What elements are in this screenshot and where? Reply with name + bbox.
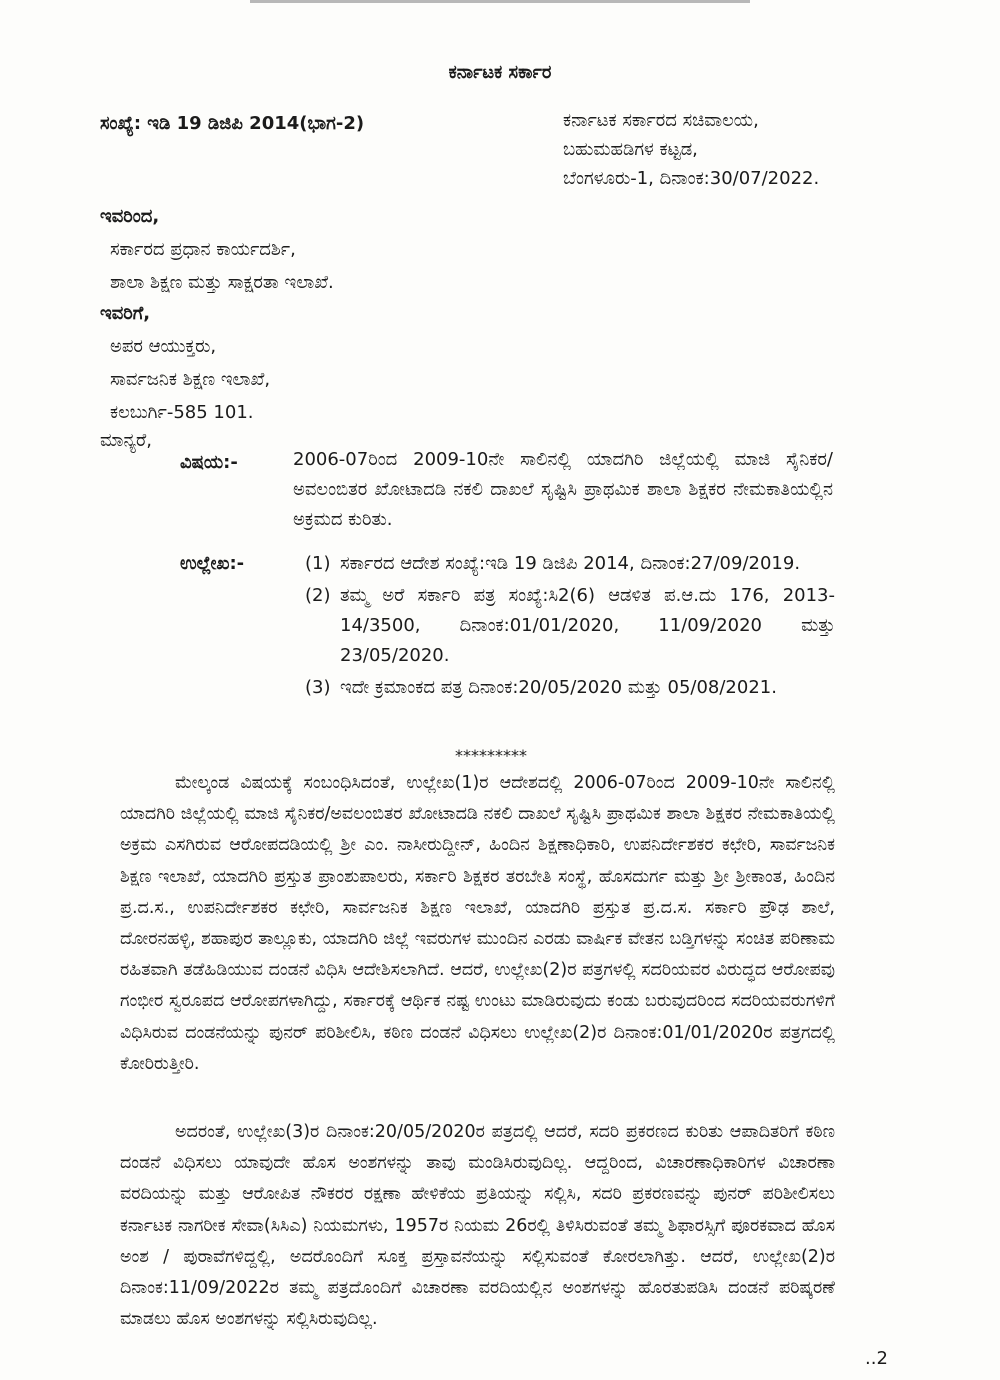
page-continuation: ..2 (865, 1348, 888, 1369)
reference-item (305, 673, 835, 703)
from-line: ಶಾಲಾ ಶಿಕ್ಷಣ ಮತ್ತು ಸಾಕ್ಷರತಾ ಇಲಾಖೆ. (110, 272, 334, 293)
references-label: ಉಲ್ಲೇಖ:- (180, 553, 245, 574)
sender-address-line: ಬಹುಮಹಡಿಗಳ ಕಟ್ಟಡ, (563, 139, 698, 160)
to-label: ಇವರಿಗೆ, (100, 303, 151, 324)
body-paragraph-2: ಅದರಂತೆ, ಉಲ್ಲೇಖ(3)ರ ದಿನಾಂಕ:20/05/2020ರ ಪತ್ರದಲ್ಲಿ ಆದರೆ, ಸದರಿ ಪ್ರಕರಣದ ಕುರಿತು ಆಪಾದಿತರಿಗೆ ಕಠಿಣ ದಂಡನೆ ವಿಧಿಸಲು ಯಾವುದೇ ಹೊಸ ಅಂಶಗಳನ್ನು ತಾವು ಮಂಡಿಸಿರುವುದಿಲ್ಲ. ಆದ್ದರಿಂದ, ವಿಚಾರಣಾಧಿಕಾರಿಗಳ ವಿಚಾರಣಾ ವರದಿಯನ್ನು ಮತ್ತು ಆರೋಪಿತ ನೌಕರರ ರಕ್ಷಣಾ ಹೇಳಿಕೆಯ ಪ್ರತಿಯನ್ನು ಸಲ್ಲಿಸಿ, ಸದರಿ ಪ್ರಕರಣವನ್ನು ಪುನರ್ ಪರಿಶೀಲಿಸಲು ಕರ್ನಾಟಕ ನಾಗರೀಕ ಸೇವಾ(ಸಿಸಿಎ) ನಿಯಮಗಳು, 1957ರ ನಿಯಮ 26ರಲ್ಲಿ ತಿಳಿಸಿರುವಂತೆ ತಮ್ಮ ಶಿಫಾರಸ್ಸಿಗೆ ಪೂರಕವಾದ ಹೊಸ ಅಂಶ / ಪುರಾವೆಗಳಿದ್ದಲ್ಲಿ, ಅದರೊಂದಿಗೆ ಸೂಕ್ತ ಪ್ರಸ್ತಾವನೆಯನ್ನು ಸಲ್ಲಿಸುವಂತೆ ಕೋರಲಾಗಿತ್ತು. ಆದರೆ, ಉಲ್ಲೇಖ(2)ರ ದಿನಾಂಕ:11/09/2022ರ ತಮ್ಮ ಪತ್ರದೊಂದಿಗೆ ವಿಚಾರಣಾ ವರದಿಯಲ್ಲಿನ ಅಂಶಗಳನ್ನು ಹೊರತುಪಡಿಸಿ ದಂಡನೆ ಪರಿಷ್ಕರಣೆ ಮಾಡಲು ಹೊಸ ಅಂಶಗಳನ್ನು ಸಲ್ಲಿಸಿರುವುದಿಲ್ಲ. (120, 1122, 835, 1330)
reference-text: ಇದೇ ಕ್ರಮಾಂಕದ ಪತ್ರ ದಿನಾಂಕ:20/05/2020 ಮತ್ತು 05/08/2021. (340, 677, 777, 698)
scan-edge-line (250, 0, 750, 3)
salutation: ಮಾನ್ಯರೆ, (100, 430, 152, 451)
reference-number: (3) (305, 677, 331, 698)
subject-label: ವಿಷಯ:- (180, 452, 238, 473)
separator-stars: ********* (455, 746, 527, 765)
reference-text: ತಮ್ಮ ಅರೆ ಸರ್ಕಾರಿ ಪತ್ರ ಸಂಖ್ಯೆ:ಸಿ2(6) ಆಡಳಿತ ಪ.ಆ.ದು 176, 2013-14/3500, ದಿನಾಂಕ:01/01/2020, 11/09/2020 ಮತ್ತು 23/05/2020. (340, 585, 835, 666)
reference-text: ಸರ್ಕಾರದ ಆದೇಶ ಸಂಖ್ಯೆ:ಇಡಿ 19 ಡಿಜಿಪಿ 2014, ದಿನಾಂಕ:27/09/2019. (340, 553, 801, 574)
references-list (305, 549, 835, 705)
sender-address (563, 106, 819, 193)
to-line: ಕಲಬುರ್ಗಿ-585 101. (110, 402, 254, 423)
from-block (100, 200, 334, 299)
sender-address-line: ಕರ್ನಾಟಕ ಸರ್ಕಾರದ ಸಚಿವಾಲಯ, (563, 110, 759, 131)
to-line: ಅಪರ ಆಯುಕ್ತರು, (110, 336, 217, 357)
subject-text: 2006-07ರಿಂದ 2009-10ನೇ ಸಾಲಿನಲ್ಲಿ ಯಾದಗಿರಿ ಜಿಲ್ಲೆಯಲ್ಲಿ ಮಾಜಿ ಸೈನಿಕರ/ಅವಲಂಬಿತರ ಖೋಟಾದಡಿ ನಕಲಿ ದಾಖಲೆ ಸೃಷ್ಟಿಸಿ ಪ್ರಾಥಮಿಕ ಶಾಲಾ ಶಿಕ್ಷಕರ ನೇಮಕಾತಿಯಲ್ಲಿನ ಅಕ್ರಮದ ಕುರಿತು. (293, 449, 833, 530)
reference-item (305, 549, 835, 579)
document-heading: ಕರ್ನಾಟಕ ಸರ್ಕಾರ (448, 62, 552, 83)
from-line: ಸರ್ಕಾರದ ಪ್ರಧಾನ ಕಾರ್ಯದರ್ಶಿ, (110, 239, 296, 260)
order-number: ಸಂಖ್ಯೆ: ಇಡಿ 19 ಡಿಜಿಪಿ 2014(ಭಾಗ-2) (100, 113, 365, 134)
to-line: ಸಾರ್ವಜನಿಕ ಶಿಕ್ಷಣ ಇಲಾಖೆ, (110, 369, 271, 390)
to-block (100, 297, 270, 429)
reference-item (305, 581, 835, 671)
body-paragraph-1: ಮೇಲ್ಕಂಡ ವಿಷಯಕ್ಕೆ ಸಂಬಂಧಿಸಿದಂತೆ, ಉಲ್ಲೇಖ(1)ರ ಆದೇಶದಲ್ಲಿ 2006-07ರಿಂದ 2009-10ನೇ ಸಾಲಿನಲ್ಲಿ ಯಾದಗಿರಿ ಜಿಲ್ಲೆಯಲ್ಲಿ ಮಾಜಿ ಸೈನಿಕರ/ಅವಲಂಬಿತರ ಖೋಟಾದಡಿ ನಕಲಿ ದಾಖಲೆ ಸೃಷ್ಟಿಸಿ ಪ್ರಾಥಮಿಕ ಶಾಲಾ ಶಿಕ್ಷಕರ ನೇಮಕಾತಿಯಲ್ಲಿ ಅಕ್ರಮ ಎಸಗಿರುವ ಆರೋಪದಡಿಯಲ್ಲಿ ಶ್ರೀ ಎಂ. ನಾಸೀರುದ್ದೀನ್, ಹಿಂದಿನ ಶಿಕ್ಷಣಾಧಿಕಾರಿ, ಉಪನಿರ್ದೇಶಕರ ಕಛೇರಿ, ಸಾರ್ವಜನಿಕ ಶಿಕ್ಷಣ ಇಲಾಖೆ, ಯಾದಗಿರಿ ಪ್ರಸ್ತುತ ಪ್ರಾಂಶುಪಾಲರು, ಸರ್ಕಾರಿ ಶಿಕ್ಷಕರ ತರಬೇತಿ ಸಂಸ್ಥೆ, ಹೊಸದುರ್ಗ ಮತ್ತು ಶ್ರೀ ಶ್ರೀಕಾಂತ, ಹಿಂದಿನ ಪ್ರ.ದ.ಸ., ಉಪನಿರ್ದೇಶಕರ ಕಛೇರಿ, ಸಾರ್ವಜನಿಕ ಶಿಕ್ಷಣ ಇಲಾಖೆ, ಯಾದಗಿರಿ ಪ್ರಸ್ತುತ ಪ್ರ.ದ.ಸ. ಸರ್ಕಾರಿ ಪ್ರೌಢ ಶಾಲೆ, ದೋರನಹಳ್ಳಿ, ಶಹಾಪುರ ತಾಲ್ಲೂಕು, ಯಾದಗಿರಿ ಜಿಲ್ಲೆ ಇವರುಗಳ ಮುಂದಿನ ಎರಡು ವಾರ್ಷಿಕ ವೇತನ ಬಡ್ತಿಗಳನ್ನು ಸಂಚಿತ ಪರಿಣಾಮ ರಹಿತವಾಗಿ ತಡೆಹಿಡಿಯುವ ದಂಡನೆ ವಿಧಿಸಿ ಆದೇಶಿಸಲಾಗಿದೆ. ಆದರೆ, ಉಲ್ಲೇಖ(2)ರ ಪತ್ರಗಳಲ್ಲಿ ಸದರಿಯವರ ವಿರುದ್ಧದ ಆರೋಪವು ಗಂಭೀರ ಸ್ವರೂಪದ ಆರೋಪಗಳಾಗಿದ್ದು, ಸರ್ಕಾರಕ್ಕೆ ಆರ್ಥಿಕ ನಷ್ಟ ಉಂಟು ಮಾಡಿರುವುದು ಕಂಡು ಬರುವುದರಿಂದ ಸದರಿಯವರುಗಳಿಗೆ ವಿಧಿಸಿರುವ ದಂಡನೆಯನ್ನು ಪುನರ್ ಪರಿಶೀಲಿಸಿ, ಕಠಿಣ ದಂಡನೆ ವಿಧಿಸಲು ಉಲ್ಲೇಖ(2)ರ ದಿನಾಂಕ:01/01/2020ರ ಪತ್ರಗದಲ್ಲಿ ಕೋರಿರುತ್ತೀರಿ. (120, 773, 835, 1074)
sender-address-date-line: ಬೆಂಗಳೂರು-1, ದಿನಾಂಕ:30/07/2022. (563, 168, 820, 189)
reference-number: (1) (305, 553, 331, 574)
reference-number: (2) (305, 585, 331, 606)
from-label: ಇವರಿಂದ, (100, 206, 160, 227)
